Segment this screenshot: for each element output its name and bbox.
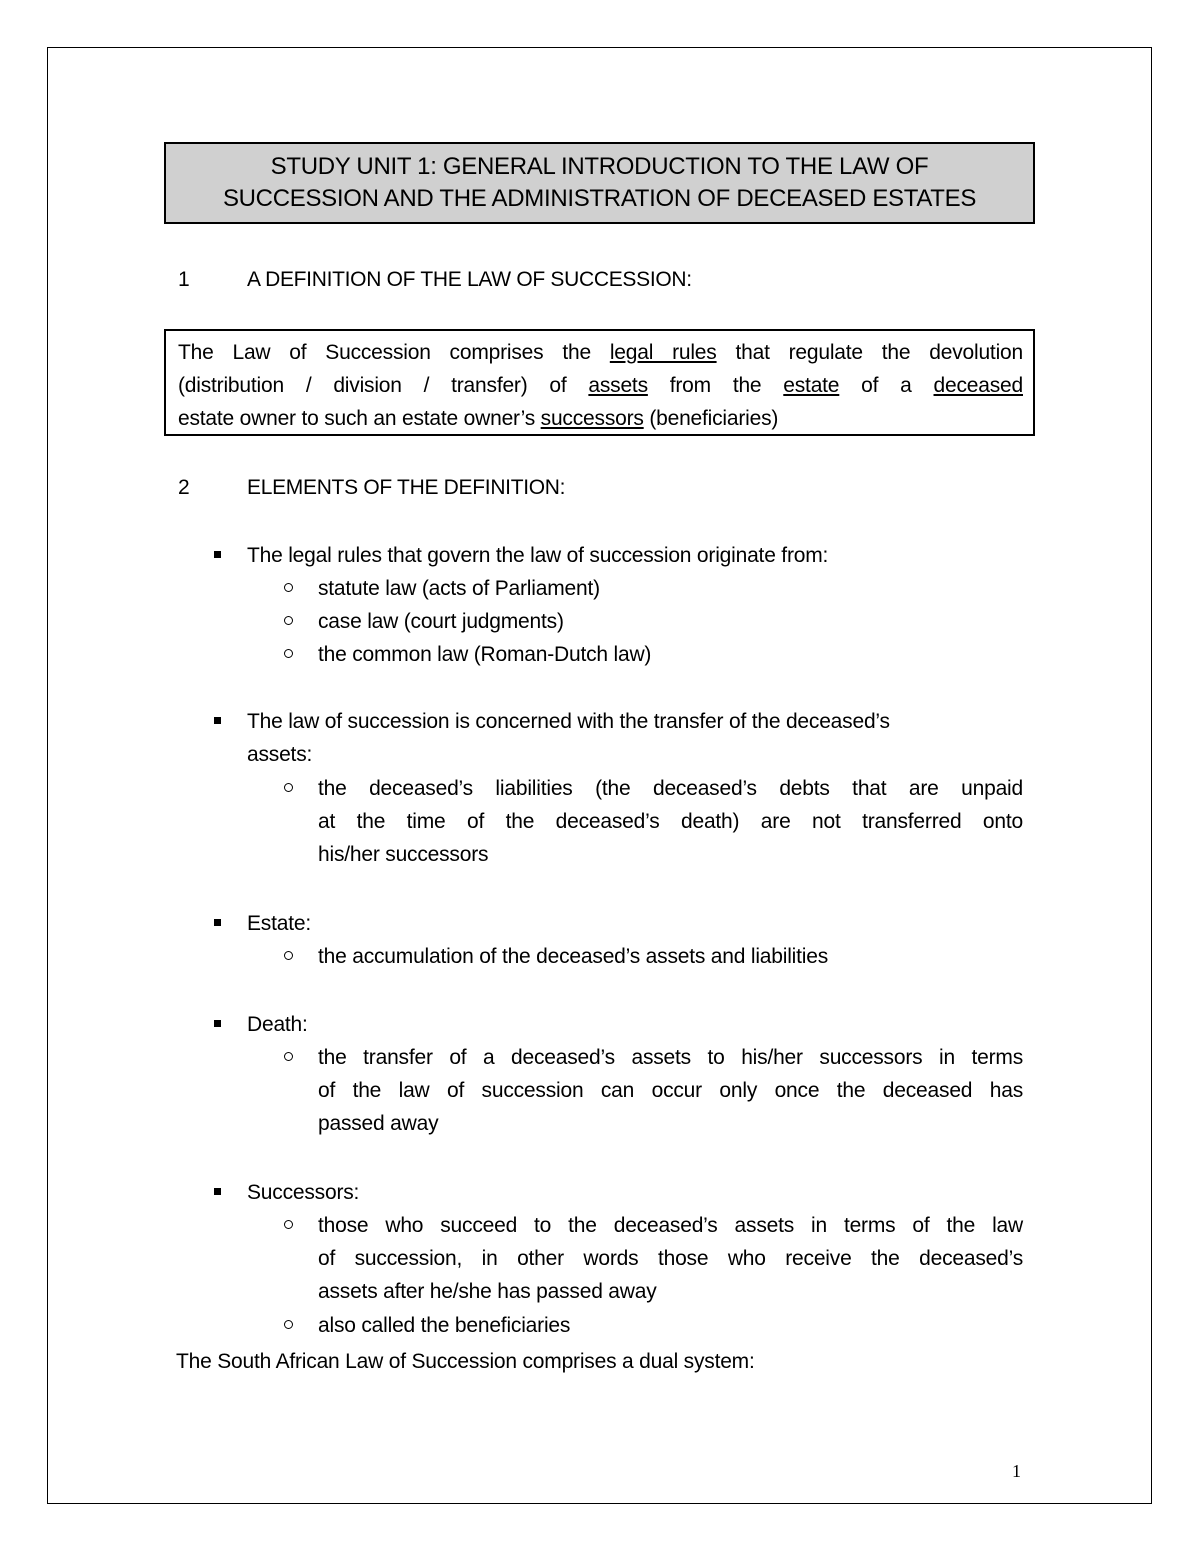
- section-2-title: ELEMENTS OF THE DEFINITION:: [247, 476, 566, 499]
- term-estate: estate: [783, 374, 840, 397]
- sub-item-text: passed away: [318, 1112, 439, 1135]
- bullet-text: Successors:: [247, 1181, 360, 1204]
- bullet-text: The law of succession is concerned with the transfer of the deceased’s: [247, 710, 890, 733]
- circle-bullet-icon: [284, 616, 293, 625]
- term-deceased: deceased: [933, 374, 1023, 397]
- square-bullet-icon: [214, 919, 221, 926]
- study-unit-title: [164, 142, 1035, 224]
- sub-item-text: case law (court judgments): [318, 610, 564, 633]
- definition-box: [164, 329, 1035, 436]
- sub-item-text: the deceased’s liabilities (the deceased’s debts that are unpaid: [318, 777, 1023, 800]
- title-line-1: STUDY UNIT 1: GENERAL INTRODUCTION TO THE LAW OF: [270, 153, 929, 180]
- sub-item-text: the transfer of a deceased’s assets to his/her successors in terms: [318, 1046, 1023, 1069]
- definition-line-1: [178, 336, 1023, 369]
- square-bullet-icon: [214, 1188, 221, 1195]
- sub-item-text: statute law (acts of Parliament): [318, 577, 600, 600]
- circle-bullet-icon: [284, 649, 293, 658]
- definition-text: (beneficiaries): [643, 407, 779, 430]
- term-assets: assets: [588, 374, 648, 397]
- term-legal-rules: legal rules: [609, 341, 717, 364]
- sub-item-text: of the law of succession can occur only once the deceased has: [318, 1079, 1023, 1102]
- bullet-text: Estate:: [247, 912, 311, 935]
- sub-item-text: his/her successors: [318, 843, 489, 866]
- sub-item-text: also called the beneficiaries: [318, 1314, 571, 1337]
- square-bullet-icon: [214, 551, 221, 558]
- section-2-heading: [178, 476, 565, 500]
- circle-bullet-icon: [284, 1052, 293, 1061]
- circle-bullet-icon: [284, 783, 293, 792]
- section-1-heading: [178, 268, 692, 292]
- page-number: 1: [1012, 1461, 1021, 1481]
- section-1-number: 1: [178, 268, 190, 291]
- section-1-title: A DEFINITION OF THE LAW OF SUCCESSION:: [247, 268, 692, 291]
- closing-sentence: The South African Law of Succession comprises a dual system:: [176, 1350, 755, 1373]
- sub-item-text: those who succeed to the deceased’s assets in terms of the law: [318, 1214, 1023, 1237]
- title-line-2: SUCCESSION AND THE ADMINISTRATION OF DECEASED ESTATES: [222, 185, 977, 212]
- definition-text: that regulate the devolution: [716, 341, 1023, 364]
- definition-text: (distribution / division / transfer) of: [178, 374, 589, 397]
- sub-item-text: the accumulation of the deceased’s assets and liabilities: [318, 945, 829, 968]
- square-bullet-icon: [214, 717, 221, 724]
- sub-item-text: of succession, in other words those who receive the deceased’s: [318, 1247, 1023, 1270]
- circle-bullet-icon: [284, 583, 293, 592]
- sub-item-text: at the time of the deceased’s death) are not transferred onto: [318, 810, 1023, 833]
- definition-line-2: [178, 369, 1023, 402]
- circle-bullet-icon: [284, 951, 293, 960]
- circle-bullet-icon: [284, 1220, 293, 1229]
- circle-bullet-icon: [284, 1320, 293, 1329]
- bullet-text: Death:: [247, 1013, 308, 1036]
- bullet-text-continued: assets:: [247, 743, 313, 766]
- term-successors: successors: [540, 407, 644, 430]
- definition-text: The Law of Succession comprises the: [178, 341, 610, 364]
- definition-text: from the: [647, 374, 784, 397]
- definition-text: of a: [839, 374, 934, 397]
- square-bullet-icon: [214, 1020, 221, 1027]
- sub-item-text: the common law (Roman-Dutch law): [318, 643, 652, 666]
- sub-item-text: assets after he/she has passed away: [318, 1280, 657, 1303]
- definition-line-3: [178, 402, 1023, 435]
- bullet-text: The legal rules that govern the law of succession originate from:: [247, 544, 829, 567]
- section-2-number: 2: [178, 476, 190, 499]
- definition-text: estate owner to such an estate owner’s: [178, 407, 541, 430]
